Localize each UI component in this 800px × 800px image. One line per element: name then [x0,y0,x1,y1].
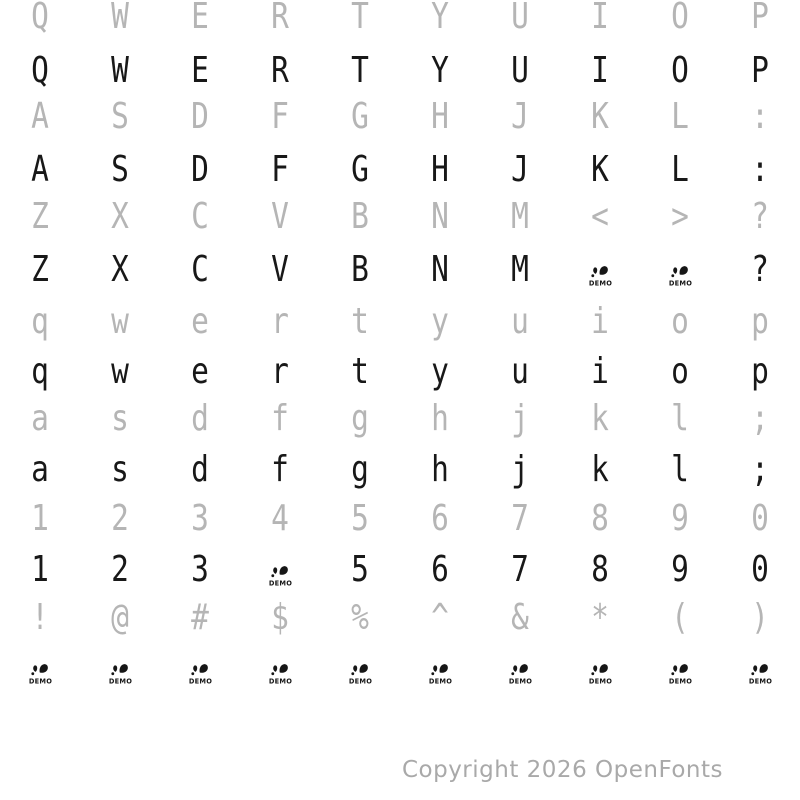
glyph-cell: ; [751,398,769,439]
demo-label: DEMO [668,279,692,287]
glyph-cell: 8 [591,549,609,590]
glyph-cell: e [191,301,209,342]
glyph-cell: 5 [351,498,369,539]
glyph-cell: i [591,351,609,392]
glyph-cell: u [511,351,529,392]
glyph-cell: & [511,597,529,638]
glyph-cell: 5 [351,549,369,590]
glyph-cell: y [431,351,449,392]
glyph-cell: 0 [751,498,769,539]
glyph-cell: ? [751,196,769,237]
demo-splash-icon [348,662,373,685]
demo-glyph [640,643,720,693]
demo-label: DEMO [588,677,612,685]
glyph-cell: j [511,449,529,490]
glyph-cell: G [351,149,369,190]
glyph-cell: P [751,0,769,37]
glyph-row [0,297,800,347]
glyph-cell: 2 [111,498,129,539]
glyph-cell: 4 [271,498,289,539]
glyph-cell: T [351,0,369,37]
demo-splash-icon [588,264,613,287]
glyph-row [0,494,800,544]
glyph-cell: i [591,301,609,342]
demo-splash-icon [188,662,213,685]
demo-label: DEMO [348,677,372,685]
glyph-row [0,145,800,195]
glyph-cell: M [511,196,529,237]
glyph-cell: J [511,149,529,190]
glyph-cell: Q [31,50,49,91]
glyph-cell: F [271,149,289,190]
glyph-cell: g [351,398,369,439]
glyph-cell: t [351,351,369,392]
glyph-cell: J [511,96,529,137]
glyph-cell: V [271,196,289,237]
glyph-cell: 3 [191,498,209,539]
glyph-cell: 9 [671,498,689,539]
glyph-cell: H [431,149,449,190]
demo-glyph [640,245,720,295]
demo-splash-icon [268,662,293,685]
demo-label: DEMO [588,279,612,287]
glyph-cell: 9 [671,549,689,590]
glyph-cell: ) [751,597,769,638]
glyph-cell: < [591,196,609,237]
glyph-cell: p [751,301,769,342]
glyph-cell: 1 [31,498,49,539]
glyph-cell: g [351,449,369,490]
glyph-row [0,643,800,693]
glyph-cell: V [271,249,289,290]
glyph-cell: D [191,96,209,137]
glyph-cell: A [31,149,49,190]
demo-splash-icon [508,662,533,685]
demo-splash-icon [748,662,773,685]
glyph-row [0,545,800,595]
glyph-cell: D [191,149,209,190]
glyph-cell: 6 [431,549,449,590]
glyph-cell: k [591,449,609,490]
demo-label: DEMO [268,677,292,685]
glyph-cell: # [191,597,209,638]
glyph-cell: p [751,351,769,392]
glyph-cell: ^ [431,597,449,638]
glyph-cell: @ [111,597,129,638]
glyph-cell: e [191,351,209,392]
glyph-cell: U [511,0,529,37]
glyph-cell: X [111,196,129,237]
demo-label: DEMO [668,677,692,685]
glyph-cell: N [431,249,449,290]
copyright-text: Copyright 2026 OpenFonts [401,757,723,783]
glyph-cell: 0 [751,549,769,590]
demo-splash-icon [108,662,133,685]
glyph-cell: f [271,449,289,490]
glyph-cell: a [31,449,49,490]
glyph-cell: K [591,149,609,190]
glyph-cell: l [671,449,689,490]
demo-glyph [400,643,480,693]
glyph-cell: : [751,96,769,137]
glyph-cell: s [111,398,129,439]
demo-label: DEMO [428,677,452,685]
glyph-cell: C [191,249,209,290]
demo-glyph [560,245,640,295]
demo-label: DEMO [188,677,212,685]
glyph-cell: o [671,301,689,342]
glyph-cell: 7 [511,498,529,539]
glyph-cell: M [511,249,529,290]
glyph-cell: R [271,0,289,37]
glyph-cell: f [271,398,289,439]
glyph-cell: E [191,0,209,37]
glyph-cell: $ [271,597,289,638]
glyph-row [0,245,800,295]
glyph-cell: q [31,351,49,392]
glyph-cell: 1 [31,549,49,590]
demo-label: DEMO [108,677,132,685]
glyph-cell: W [111,50,129,91]
glyph-cell: Y [431,0,449,37]
glyph-cell: a [31,398,49,439]
glyph-row [0,92,800,142]
glyph-cell: j [511,398,529,439]
glyph-row [0,347,800,397]
demo-splash-icon [668,264,693,287]
demo-glyph [720,643,800,693]
glyph-cell: h [431,398,449,439]
glyph-cell: w [111,301,129,342]
glyph-cell: O [671,0,689,37]
demo-label: DEMO [508,677,532,685]
glyph-cell: K [591,96,609,137]
glyph-cell: B [351,196,369,237]
glyph-cell: W [111,0,129,37]
glyph-cell: > [671,196,689,237]
glyph-cell: C [191,196,209,237]
glyph-cell: ? [751,249,769,290]
glyph-cell: 3 [191,549,209,590]
glyph-cell: A [31,96,49,137]
demo-splash-icon [268,564,293,587]
glyph-cell: L [671,96,689,137]
glyph-cell: o [671,351,689,392]
glyph-cell: d [191,398,209,439]
glyph-cell: l [671,398,689,439]
glyph-row [0,445,800,495]
glyph-cell: % [351,597,369,638]
demo-splash-icon [588,662,613,685]
glyph-cell: O [671,50,689,91]
demo-label: DEMO [28,677,52,685]
glyph-cell: S [111,96,129,137]
glyph-cell: q [31,301,49,342]
glyph-cell: ; [751,449,769,490]
glyph-cell: d [191,449,209,490]
glyph-cell: H [431,96,449,137]
demo-glyph [240,545,320,595]
demo-glyph [0,643,80,693]
glyph-cell: U [511,50,529,91]
glyph-cell: y [431,301,449,342]
glyph-cell: B [351,249,369,290]
glyph-cell: r [271,301,289,342]
glyph-row [0,46,800,96]
glyph-cell: r [271,351,289,392]
glyph-cell: 6 [431,498,449,539]
glyph-cell: T [351,50,369,91]
glyph-cell: t [351,301,369,342]
glyph-cell: k [591,398,609,439]
glyph-row [0,0,800,42]
demo-label: DEMO [268,579,292,587]
glyph-cell: * [591,597,609,638]
glyph-cell: w [111,351,129,392]
glyph-cell: X [111,249,129,290]
glyph-cell: s [111,449,129,490]
glyph-cell: Z [31,249,49,290]
demo-glyph [80,643,160,693]
glyph-cell: F [271,96,289,137]
glyph-cell: I [591,0,609,37]
glyph-cell: Q [31,0,49,37]
glyph-cell: L [671,149,689,190]
glyph-cell: I [591,50,609,91]
glyph-cell: Z [31,196,49,237]
glyph-row [0,394,800,444]
glyph-row [0,192,800,242]
glyph-cell: E [191,50,209,91]
demo-glyph [560,643,640,693]
glyph-cell: ( [671,597,689,638]
glyph-cell: 2 [111,549,129,590]
glyph-cell: N [431,196,449,237]
demo-glyph [160,643,240,693]
demo-splash-icon [428,662,453,685]
demo-splash-icon [28,662,53,685]
glyph-cell: P [751,50,769,91]
glyph-cell: : [751,149,769,190]
glyph-cell: 8 [591,498,609,539]
demo-glyph [480,643,560,693]
glyph-cell: u [511,301,529,342]
glyph-cell: 7 [511,549,529,590]
demo-splash-icon [668,662,693,685]
demo-label: DEMO [748,677,772,685]
glyph-cell: G [351,96,369,137]
glyph-cell: ! [31,597,49,638]
glyph-cell: Y [431,50,449,91]
glyph-cell: h [431,449,449,490]
demo-glyph [240,643,320,693]
glyph-cell: R [271,50,289,91]
demo-glyph [320,643,400,693]
glyph-row [0,593,800,643]
glyph-cell: S [111,149,129,190]
